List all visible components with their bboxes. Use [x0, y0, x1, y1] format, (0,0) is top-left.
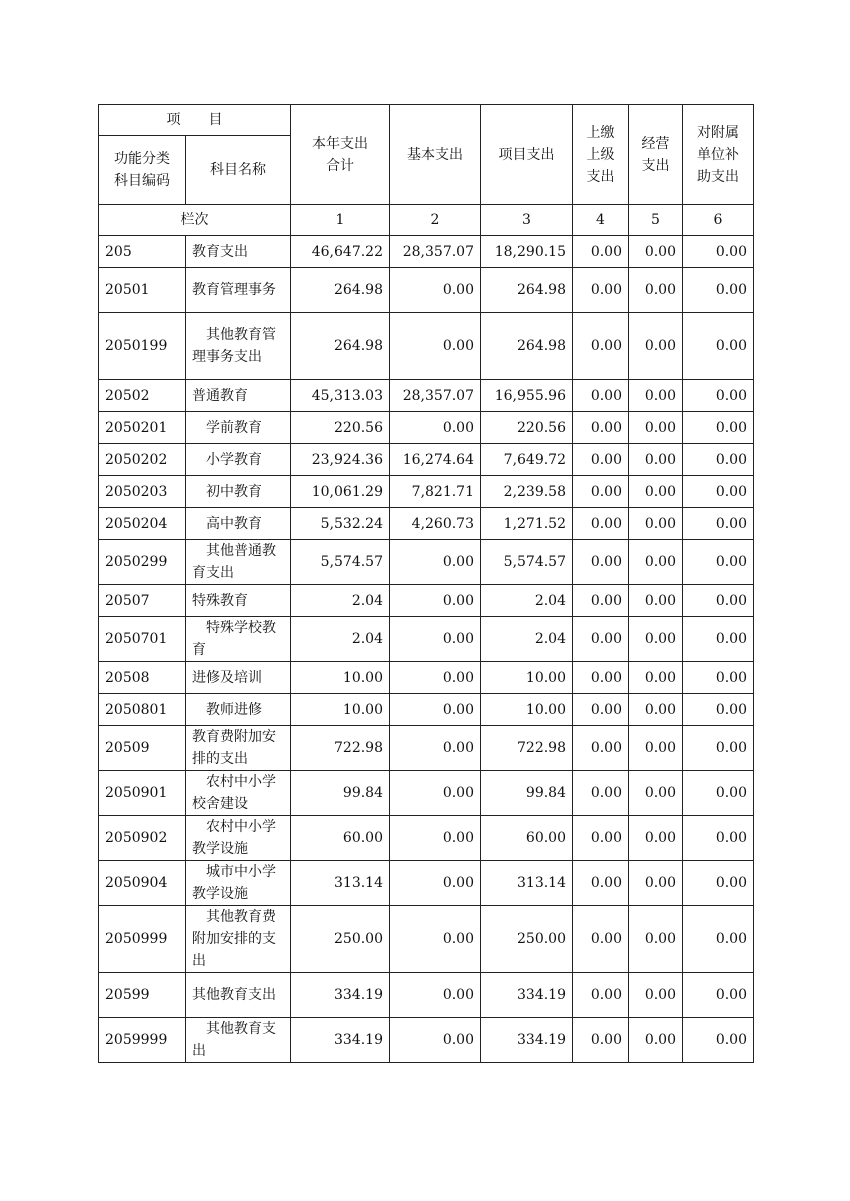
row-code: 20502 [99, 380, 186, 412]
row-subsidy: 0.00 [683, 694, 754, 726]
row-upper: 0.00 [573, 771, 629, 816]
row-operating: 0.00 [629, 973, 683, 1018]
row-name: 其他教育支出 [186, 973, 291, 1018]
row-code: 20501 [99, 268, 186, 313]
row-basic: 0.00 [390, 861, 481, 906]
row-subsidy: 0.00 [683, 973, 754, 1018]
row-operating: 0.00 [629, 662, 683, 694]
row-project: 334.19 [481, 1018, 573, 1063]
table-row [99, 444, 754, 476]
row-code: 2050901 [99, 771, 186, 816]
row-name: 其他教育支出 [186, 1018, 291, 1063]
row-total: 10.00 [291, 694, 390, 726]
table-row [99, 662, 754, 694]
row-code: 2050202 [99, 444, 186, 476]
row-total: 334.19 [291, 1018, 390, 1063]
table-row [99, 771, 754, 816]
row-operating: 0.00 [629, 694, 683, 726]
row-basic: 0.00 [390, 540, 481, 585]
row-subsidy: 0.00 [683, 662, 754, 694]
col-num-2: 2 [390, 205, 481, 236]
row-operating: 0.00 [629, 1018, 683, 1063]
row-project: 60.00 [481, 816, 573, 861]
row-total: 264.98 [291, 313, 390, 380]
row-operating: 0.00 [629, 380, 683, 412]
table-row [99, 476, 754, 508]
row-operating: 0.00 [629, 585, 683, 617]
row-code: 2050904 [99, 861, 186, 906]
row-name: 城市中小学教学设施 [186, 861, 291, 906]
row-subsidy: 0.00 [683, 236, 754, 268]
row-name: 普通教育 [186, 380, 291, 412]
col-num-1: 1 [291, 205, 390, 236]
row-project: 7,649.72 [481, 444, 573, 476]
row-basic: 7,821.71 [390, 476, 481, 508]
row-name: 教育费附加安排的支出 [186, 726, 291, 771]
row-basic: 0.00 [390, 694, 481, 726]
table-row [99, 236, 754, 268]
table-row [99, 540, 754, 585]
row-code: 20507 [99, 585, 186, 617]
table-row [99, 380, 754, 412]
row-total: 722.98 [291, 726, 390, 771]
row-subsidy: 0.00 [683, 585, 754, 617]
row-basic: 0.00 [390, 313, 481, 380]
header-total: 本年支出 合计 [291, 105, 390, 205]
row-basic: 28,357.07 [390, 236, 481, 268]
header-subject-name: 科目名称 [186, 136, 291, 205]
row-upper: 0.00 [573, 444, 629, 476]
row-project: 264.98 [481, 268, 573, 313]
row-project: 10.00 [481, 694, 573, 726]
col-num-3: 3 [481, 205, 573, 236]
row-operating: 0.00 [629, 444, 683, 476]
header-project-expenditure: 项目支出 [481, 105, 573, 205]
row-basic: 0.00 [390, 617, 481, 662]
row-project: 334.19 [481, 973, 573, 1018]
header-project: 项 目 [99, 105, 291, 136]
row-basic: 0.00 [390, 412, 481, 444]
row-name: 小学教育 [186, 444, 291, 476]
table-row [99, 906, 754, 973]
row-project: 313.14 [481, 861, 573, 906]
table-row [99, 313, 754, 380]
row-operating: 0.00 [629, 816, 683, 861]
row-total: 5,532.24 [291, 508, 390, 540]
row-code: 2050999 [99, 906, 186, 973]
row-subsidy: 0.00 [683, 540, 754, 585]
row-upper: 0.00 [573, 380, 629, 412]
row-name: 教育支出 [186, 236, 291, 268]
row-subsidy: 0.00 [683, 906, 754, 973]
row-basic: 0.00 [390, 726, 481, 771]
table-row [99, 726, 754, 771]
row-subsidy: 0.00 [683, 861, 754, 906]
row-total: 334.19 [291, 973, 390, 1018]
row-basic: 0.00 [390, 585, 481, 617]
row-project: 722.98 [481, 726, 573, 771]
row-basic: 0.00 [390, 973, 481, 1018]
row-subsidy: 0.00 [683, 617, 754, 662]
row-project: 2.04 [481, 617, 573, 662]
row-basic: 0.00 [390, 268, 481, 313]
row-code: 2050801 [99, 694, 186, 726]
row-project: 5,574.57 [481, 540, 573, 585]
row-total: 264.98 [291, 268, 390, 313]
row-total: 46,647.22 [291, 236, 390, 268]
row-basic: 0.00 [390, 771, 481, 816]
col-num-6: 6 [683, 205, 754, 236]
row-upper: 0.00 [573, 906, 629, 973]
row-name: 其他教育管理事务支出 [186, 313, 291, 380]
row-subsidy: 0.00 [683, 816, 754, 861]
row-total: 250.00 [291, 906, 390, 973]
row-project: 16,955.96 [481, 380, 573, 412]
table-row [99, 412, 754, 444]
row-basic: 0.00 [390, 906, 481, 973]
row-project: 18,290.15 [481, 236, 573, 268]
table-row [99, 617, 754, 662]
row-code: 2050204 [99, 508, 186, 540]
row-total: 313.14 [291, 861, 390, 906]
table-row [99, 816, 754, 861]
table-row [99, 1018, 754, 1063]
row-total: 99.84 [291, 771, 390, 816]
row-operating: 0.00 [629, 861, 683, 906]
table-row [99, 861, 754, 906]
row-upper: 0.00 [573, 726, 629, 771]
row-subsidy: 0.00 [683, 1018, 754, 1063]
row-operating: 0.00 [629, 540, 683, 585]
row-basic: 0.00 [390, 662, 481, 694]
row-total: 2.04 [291, 617, 390, 662]
row-code: 20599 [99, 973, 186, 1018]
row-subsidy: 0.00 [683, 771, 754, 816]
row-subsidy: 0.00 [683, 313, 754, 380]
row-code: 20508 [99, 662, 186, 694]
header-subsidy: 对附属 单位补 助支出 [683, 105, 754, 205]
row-total: 10,061.29 [291, 476, 390, 508]
row-operating: 0.00 [629, 726, 683, 771]
row-subsidy: 0.00 [683, 412, 754, 444]
row-project: 10.00 [481, 662, 573, 694]
row-name: 农村中小学校舍建设 [186, 771, 291, 816]
row-upper: 0.00 [573, 540, 629, 585]
row-basic: 4,260.73 [390, 508, 481, 540]
row-project: 1,271.52 [481, 508, 573, 540]
table-row [99, 508, 754, 540]
row-operating: 0.00 [629, 508, 683, 540]
row-total: 23,924.36 [291, 444, 390, 476]
row-total: 2.04 [291, 585, 390, 617]
row-code: 2050203 [99, 476, 186, 508]
row-name: 其他教育费附加安排的支出 [186, 906, 291, 973]
row-name: 教师进修 [186, 694, 291, 726]
row-upper: 0.00 [573, 694, 629, 726]
row-name: 初中教育 [186, 476, 291, 508]
header-func-code: 功能分类 科目编码 [99, 136, 186, 205]
header-upper: 上缴 上级 支出 [573, 105, 629, 205]
row-subsidy: 0.00 [683, 726, 754, 771]
row-operating: 0.00 [629, 268, 683, 313]
row-subsidy: 0.00 [683, 380, 754, 412]
row-total: 60.00 [291, 816, 390, 861]
row-operating: 0.00 [629, 412, 683, 444]
row-code: 2059999 [99, 1018, 186, 1063]
row-code: 2050199 [99, 313, 186, 380]
row-upper: 0.00 [573, 585, 629, 617]
row-name: 农村中小学教学设施 [186, 816, 291, 861]
row-subsidy: 0.00 [683, 508, 754, 540]
row-total: 220.56 [291, 412, 390, 444]
row-subsidy: 0.00 [683, 268, 754, 313]
row-code: 2050701 [99, 617, 186, 662]
row-operating: 0.00 [629, 236, 683, 268]
col-num-4: 4 [573, 205, 629, 236]
row-upper: 0.00 [573, 268, 629, 313]
row-total: 5,574.57 [291, 540, 390, 585]
row-name: 其他普通教育支出 [186, 540, 291, 585]
row-code: 20509 [99, 726, 186, 771]
row-upper: 0.00 [573, 476, 629, 508]
row-project: 220.56 [481, 412, 573, 444]
row-upper: 0.00 [573, 662, 629, 694]
row-upper: 0.00 [573, 816, 629, 861]
row-project: 2.04 [481, 585, 573, 617]
row-project: 250.00 [481, 906, 573, 973]
col-num-5: 5 [629, 205, 683, 236]
row-basic: 28,357.07 [390, 380, 481, 412]
row-operating: 0.00 [629, 313, 683, 380]
row-total: 45,313.03 [291, 380, 390, 412]
row-code: 2050201 [99, 412, 186, 444]
row-upper: 0.00 [573, 236, 629, 268]
row-upper: 0.00 [573, 313, 629, 380]
row-total: 10.00 [291, 662, 390, 694]
table-row [99, 268, 754, 313]
row-upper: 0.00 [573, 861, 629, 906]
row-operating: 0.00 [629, 771, 683, 816]
row-upper: 0.00 [573, 973, 629, 1018]
row-name: 进修及培训 [186, 662, 291, 694]
table-row [99, 585, 754, 617]
row-project: 99.84 [481, 771, 573, 816]
row-subsidy: 0.00 [683, 476, 754, 508]
row-subsidy: 0.00 [683, 444, 754, 476]
row-code: 2050902 [99, 816, 186, 861]
table-row [99, 694, 754, 726]
row-upper: 0.00 [573, 508, 629, 540]
header-operating: 经营 支出 [629, 105, 683, 205]
row-upper: 0.00 [573, 412, 629, 444]
row-basic: 0.00 [390, 1018, 481, 1063]
row-name: 特殊教育 [186, 585, 291, 617]
row-upper: 0.00 [573, 617, 629, 662]
header-basic: 基本支出 [390, 105, 481, 205]
row-code: 205 [99, 236, 186, 268]
table-row [99, 973, 754, 1018]
header-col-label: 栏次 [99, 205, 291, 236]
row-name: 特殊学校教育 [186, 617, 291, 662]
row-project: 2,239.58 [481, 476, 573, 508]
row-code: 2050299 [99, 540, 186, 585]
row-basic: 0.00 [390, 816, 481, 861]
row-name: 教育管理事务 [186, 268, 291, 313]
table-body [99, 236, 754, 1063]
row-operating: 0.00 [629, 906, 683, 973]
row-operating: 0.00 [629, 476, 683, 508]
row-name: 高中教育 [186, 508, 291, 540]
row-basic: 16,274.64 [390, 444, 481, 476]
row-upper: 0.00 [573, 1018, 629, 1063]
row-name: 学前教育 [186, 412, 291, 444]
expenditure-table [98, 104, 754, 1063]
row-operating: 0.00 [629, 617, 683, 662]
row-project: 264.98 [481, 313, 573, 380]
